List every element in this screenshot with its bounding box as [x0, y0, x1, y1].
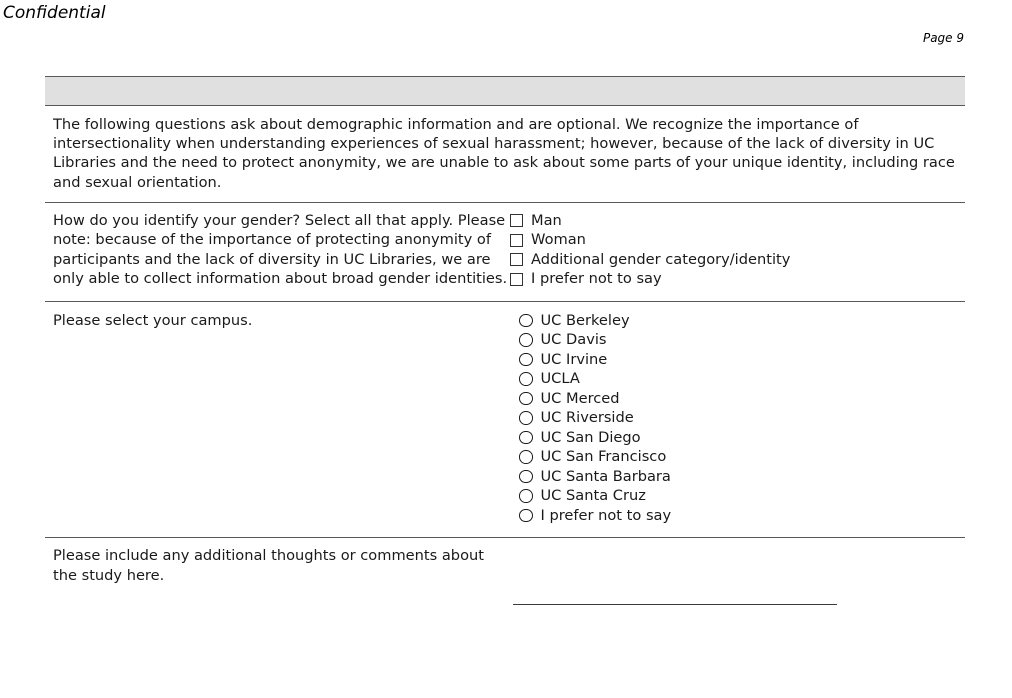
radio-option-prefer-not-to-say[interactable]	[519, 506, 957, 526]
document-header	[0, 0, 1012, 62]
option-label: UC San Francisco	[540, 448, 667, 466]
option-label: Additional gender category/identity	[531, 250, 791, 268]
question-comments-prompt-column	[45, 546, 510, 585]
option-label: UC Berkeley	[540, 311, 630, 329]
radio-option-uc-riverside[interactable]	[519, 408, 957, 428]
radio-option-uc-merced[interactable]	[519, 389, 957, 409]
question-campus-prompt: Please select your campus.	[53, 311, 253, 329]
comments-write-in-line[interactable]	[513, 604, 837, 605]
option-label: UC Riverside	[540, 409, 634, 427]
question-comments-answer-column	[510, 546, 957, 585]
radio-icon[interactable]	[519, 470, 533, 484]
question-campus-options	[510, 311, 957, 526]
question-campus-prompt-column	[45, 311, 510, 526]
radio-icon[interactable]	[519, 489, 533, 503]
checkbox-option-man[interactable]	[510, 211, 957, 231]
question-gender-options	[510, 211, 957, 289]
radio-option-uc-santa-cruz[interactable]	[519, 486, 957, 506]
radio-icon[interactable]	[519, 314, 533, 328]
option-label: UC Irvine	[540, 350, 608, 368]
confidential-label: Confidential	[3, 3, 106, 23]
checkbox-icon[interactable]	[510, 273, 523, 286]
radio-icon[interactable]	[519, 372, 533, 386]
radio-icon[interactable]	[519, 509, 533, 523]
question-comments	[45, 538, 965, 585]
option-label: UC Davis	[540, 331, 607, 349]
radio-option-uc-santa-barbara[interactable]	[519, 467, 957, 487]
question-comments-prompt: Please include any additional thoughts or comments about the study here.	[53, 547, 484, 584]
checkbox-option-additional-gender[interactable]	[510, 250, 957, 270]
radio-option-uc-davis[interactable]	[519, 330, 957, 350]
page-number-label: Page 9	[922, 31, 964, 45]
checkbox-icon[interactable]	[510, 253, 523, 266]
radio-option-uc-berkeley[interactable]	[519, 311, 957, 331]
radio-option-ucla[interactable]	[519, 369, 957, 389]
option-label: Woman	[531, 231, 586, 249]
option-label: I prefer not to say	[540, 506, 672, 524]
radio-option-uc-irvine[interactable]	[519, 350, 957, 370]
option-label: UC Santa Barbara	[540, 467, 671, 485]
option-label: I prefer not to say	[531, 270, 662, 288]
question-gender-prompt: How do you identify your gender? Select all that apply. Please note: because of the importance of protecting anonymity of participants and the lack of diversity in UC Libraries, we are only able to collect information about broad gender identities.	[53, 211, 508, 288]
option-label: Man	[531, 211, 562, 229]
radio-icon[interactable]	[519, 411, 533, 425]
option-label: UCLA	[540, 370, 580, 388]
checkbox-icon[interactable]	[510, 214, 523, 227]
radio-icon[interactable]	[519, 431, 533, 445]
radio-option-uc-san-francisco[interactable]	[519, 447, 957, 467]
option-label: UC San Diego	[540, 428, 641, 446]
radio-icon[interactable]	[519, 353, 533, 367]
question-gender-prompt-column	[45, 211, 510, 289]
checkbox-option-woman[interactable]	[510, 230, 957, 250]
question-campus	[45, 302, 965, 538]
option-label: UC Merced	[540, 389, 620, 407]
radio-icon[interactable]	[519, 333, 533, 347]
option-label: UC Santa Cruz	[540, 487, 646, 505]
section-header-bar	[45, 76, 965, 106]
intro-paragraph: The following questions ask about demographic information and are optional. We recognize the importance of intersectionality when understanding experiences of sexual harassment; however, because of the lack of diversity in UC Libraries and the need to protect anonymity, we are unable to ask about some parts of your unique identity, including race and sexual orientation.	[53, 116, 955, 191]
question-gender	[45, 203, 965, 301]
radio-icon[interactable]	[519, 392, 533, 406]
intro-block	[45, 106, 965, 202]
checkbox-icon[interactable]	[510, 234, 523, 247]
radio-icon[interactable]	[519, 450, 533, 464]
checkbox-option-prefer-not-to-say[interactable]	[510, 269, 957, 289]
radio-option-uc-san-diego[interactable]	[519, 428, 957, 448]
survey-form	[45, 76, 965, 585]
